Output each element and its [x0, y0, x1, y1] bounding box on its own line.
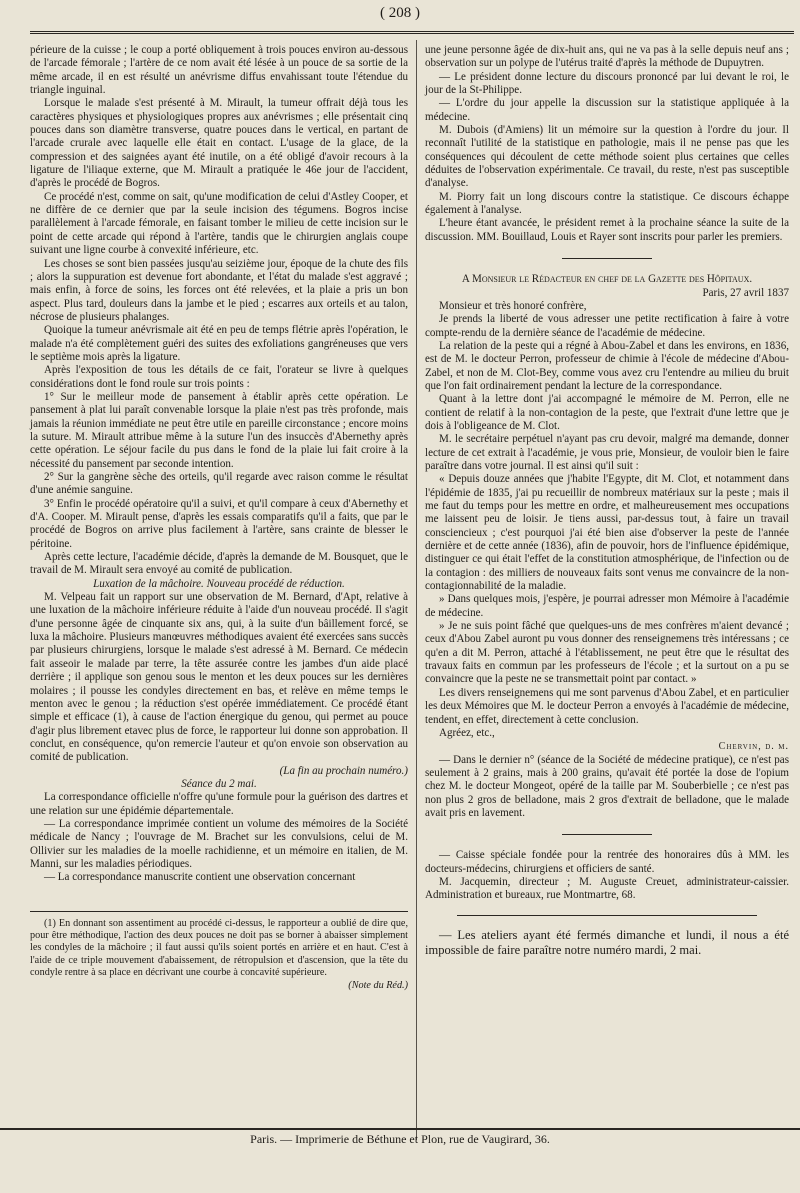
- footnote-signature: (Note du Réd.): [348, 979, 408, 991]
- column-divider: [416, 40, 417, 1140]
- footnote-text: (1) En donnant son assentiment au procédé ci-dessus, le rapporteur a oublié de dire que, pour être méthodique, l'action des deux pouces ne doit pas se borner à abaisser simplement les condyles de la mâchoire ; il faut aussi qu'ils soient portés en arrière et en haut. C'est à l'aide de ce triple mouvement d'abaissement, de rétropulsion et d'ascension, que la tête du condyle rentre à sa place en décrivant une courbe à concavité supérieure.: [30, 917, 408, 979]
- paragraph: 1° Sur le meilleur mode de pansement à établir après cette opération. Le pansement à plat lui paraît convenable lorsque la plaie n'est pas très profonde, mais jamais la réunion immédiate ne peut être utile en pareille circonstance ; encore moins la suture. M. Mirault attribue même à la suture l'un des insuccès d'Abernethy après cette opération. Le séjour facile du pus dans le fond de la plaie lui fait croire à la nécessité du pansement par seconde intention.: [30, 390, 408, 470]
- page-number: ( 208 ): [380, 5, 420, 21]
- left-column: [30, 44, 408, 992]
- paragraph: Les divers renseignemens qui me sont parvenus d'Abou Zabel, et en particulier les deux Mémoires que M. le docteur Perron a envoyés à l'académie de médecine, tendent, en effet, directement à cette conclusion.: [425, 686, 789, 726]
- paragraph: — Dans le dernier n° (séance de la Société de médecine pratique), ce n'est pas seulement à 2 grains, mais à 200 grains, qu'avait été portée la dose de l'opium chez M. le docteur Mongeot, opéré de la taille par M. Souberbielle ; ce n'est pas non plus 2 gros de belladone, mais 2 gros d'extrait de belladone, que le malade avait pris en lavement.: [425, 753, 789, 819]
- section-heading: Séance du 2 mai.: [181, 777, 257, 790]
- paragraph: M. Jacquemin, directeur ; M. Auguste Creuet, administrateur-caissier. Administration et bureaux, rue Montmartre, 68.: [425, 875, 789, 902]
- paragraph: L'heure étant avancée, le président remet à la prochaine séance la suite de la discussion. MM. Bouillaud, Louis et Rayer sont inscrits pour parler les premiers.: [425, 217, 789, 243]
- printer-imprint: Paris. — Imprimerie de Béthune et Plon, rue de Vaugirard, 36.: [0, 1128, 800, 1147]
- paragraph: Quant à la lettre dont j'ai accompagné le mémoire de M. Perron, elle ne contient de relatif à la non-contagion de la peste, que l'extrait d'une lettre que je dois à l'obligeance de M. Clot.: [425, 393, 789, 432]
- continuation-note: (La fin au prochain numéro.): [279, 764, 408, 777]
- paragraph: Quoique la tumeur anévrismale ait été en peu de temps flétrie après l'opération, le malade n'a été complètement guéri des suites des exfoliations gangréneuses que vers le septième mois après la ligature.: [30, 324, 408, 363]
- paragraph: — Le président donne lecture du discours prononcé par lui devant le roi, le jour de la St-Philippe.: [425, 70, 789, 97]
- section-separator: [562, 834, 652, 835]
- paragraph: 2° Sur la gangrène sèche des orteils, qu'il regarde avec raison comme le résultat d'une anémie sanguine.: [30, 471, 408, 497]
- paragraph: » Dans quelques mois, j'espère, je pourrai adresser mon Mémoire à l'académie de médecine.: [425, 593, 789, 619]
- paragraph: Je prends la liberté de vous adresser une petite rectification à faire à votre compte-rendu de la dernière séance de l'académie de médecine.: [425, 313, 789, 339]
- footnote: [30, 911, 408, 992]
- paragraph: Agréez, etc.,: [439, 726, 495, 739]
- paragraph: Après l'exposition de tous les détails de ce fait, l'orateur se livre à quelques considérations dont le fond roule sur trois points :: [30, 364, 408, 390]
- paragraph: La relation de la peste qui a régné à Abou-Zabel et dans les environs, en 1836, est de M. le docteur Perron, professeur de chimie à l'école de médecine d'Abou-Zabel, et non de M. Clot-Bey, comme vous avez cru l'entendre au milieu du bruit que l'on fait ordinairement pendant la lecture de la correspondance.: [425, 339, 789, 392]
- paragraph: M. le secrétaire perpétuel n'ayant pas cru devoir, malgré ma demande, donner lecture de cet extrait à l'académie, je vous prie, Monsieur, de vouloir bien le faire paraître dans votre journal. Il est ainsi qu'il suit :: [425, 433, 789, 472]
- letter-heading: A Monsieur le Rédacteur en chef de la Gazette des Hôpitaux.: [461, 273, 753, 286]
- section-separator: [562, 258, 652, 259]
- section-separator: [457, 915, 757, 916]
- top-rule: [30, 31, 794, 34]
- paragraph: Les choses se sont bien passées jusqu'au seizième jour, époque de la chute des fils ; alors la suppuration est devenue fort abondante, et l'état du malade s'est aggravé ; mais enfin, à force de soins, les forces ont été relevées, et la plaie a pris un bon aspect. Plus tard, douleurs dans la jambe et le pied ; escarres aux orteils et au talon, nécrose de plusieurs phalanges.: [30, 257, 408, 323]
- paragraph: Après cette lecture, l'académie décide, d'après la demande de M. Bousquet, que le travail de M. Mirault sera envoyé au comité de publication.: [30, 551, 408, 577]
- letter-date: Paris, 27 avril 1837: [702, 286, 789, 299]
- letter-salutation: Monsieur et très honoré confrère,: [439, 299, 587, 312]
- paragraph: — La correspondance manuscrite contient une observation concernant: [44, 871, 356, 884]
- paragraph: « Depuis douze années que j'habite l'Egypte, dit M. Clot, et notamment dans l'épidémie de 1835, j'ai pu recueillir de nombreux matériaux sur la peste ; mais il me faut du temps pour les mettre en ordre, et malheureusement mes occupations me laissent peu de loisir. Je tiens aussi, par-dessus tout, à faire un travail consciencieux ; c'est pourquoi j'ai été bien aise d'observer la peste de l'année dernière et de cette année (1836), afin de pouvoir, hors de l'influence épidémique, distinguer ce qui était l'effet de la constitution atmosphérique, de l'infection ou de la contagion : des milliers de nouveaux faits sont venus me convaincre de la non-contagionnabilité de la maladie.: [425, 473, 789, 593]
- paragraph: — L'ordre du jour appelle la discussion sur la statistique appliquée à la médecine.: [425, 97, 789, 123]
- paragraph: M. Piorry fait un long discours contre la statistique. Ce discours échappe également à l'analyse.: [425, 190, 789, 217]
- paragraph: périeure de la cuisse ; le coup a porté obliquement à trois pouces environ au-dessous de l'arcade fémorale ; l'artère de ce nom avait été lésée à un pouce de sa sortie de la même arcade, il en est résulté un anévrisme diffus envahissant toute l'étendue du triangle inguinal.: [30, 44, 408, 97]
- paragraph: » Je ne suis point fâché que quelques-uns de mes confrères m'aient devancé ; ceux d'Abou Zabel auront pu vous donner des renseignemens très intéressans ; ce qu'en a dit M. Perron, attaché à l'établissement, ne peut être que le résultat des travaux faits en commun par les professeurs de l'école ; et la surtout on a pu se convaincre que la peste ne se transmettait point par contact. »: [425, 620, 789, 686]
- right-column: [425, 44, 789, 958]
- section-heading: Luxation de la mâchoire. Nouveau procédé de réduction.: [93, 577, 345, 590]
- paragraph: M. Dubois (d'Amiens) lit un mémoire sur la question à l'ordre du jour. Il reconnaît l'utilité de la statistique en pathologie, mais il ne pense pas que les conséquences qui découlent de cette méthode soient plus certaines que celles déduites de l'observation expérimentale. Ce travail, du reste, n'est pas susceptible d'analyse.: [425, 124, 789, 190]
- paragraph: La correspondance officielle n'offre qu'une formule pour la guérison des dartres et une relation sur une épidémie départementale.: [30, 791, 408, 817]
- paragraph: — La correspondance imprimée contient un volume des mémoires de la Société médicale de Nancy ; l'ouvrage de M. Brachet sur les convulsions, celui de M. Ollivier sur les maladies de la moelle rachidienne, et un mémoire en italien, de M. Manni, sur les maladies périodiques.: [30, 817, 408, 870]
- letter-signature: Chervin, d. m.: [718, 741, 789, 753]
- paragraph: M. Velpeau fait un rapport sur une observation de M. Bernard, d'Apt, relative à une luxation de la mâchoire inférieure réduite à l'aide d'un nouveau procédé. Il s'agit d'une personne âgée de cinquante six ans, qui, à la suite d'un bâillement forcé, se luxa la mâchoire. Plusieurs manœuvres méthodiques avaient été exercées sans succès par plusieurs chirurgiens, lorsque le malade s'est adressé à M. Bernard. Ce médecin fait asseoir le malade par terre, la tête assurée contre les jambes d'un aide placé derrière ; il applique son genou sous le menton et les deux pouces sur les dernières molaires ; il pousse les condyles directement en bas, et relève en même temps le menton avec le genou ; la réduction s'est opérée immédiatement. Ce procédé étant simple et efficace (1), à cause de l'action énergique du genou, qui permet au pouce d'agir plus librement etavec plus de force, le rapporteur lui donne son approbation. Il conclut, en conséquence, qu'on remercie l'auteur et qu'on envoie son observation au comité de publication.: [30, 591, 408, 764]
- paragraph: une jeune personne âgée de dix-huit ans, qui ne va pas à la selle depuis neuf ans ; observation sur un polype de l'utérus traité d'après la méthode de Dupuytren.: [425, 44, 789, 70]
- paragraph: — Les ateliers ayant été fermés dimanche et lundi, il nous a été impossible de faire paraître notre numéro mardi, 2 mai.: [425, 927, 789, 957]
- paragraph: 3° Enfin le procédé opératoire qu'il a suivi, et qu'il compare à ceux d'Abernethy et d'A. Cooper. M. Mirault pense, d'après les essais comparatifs qu'il a faits, que par le procédé de Bogros on arrive plus facilement à l'artère, sans crainte de blesser le péritoine.: [30, 497, 408, 550]
- paragraph: Ce procédé n'est, comme on sait, qu'une modification de celui d'Astley Cooper, et ne diffère de ce dernier que par la seule incision des tégumens. Bogros incise parallèlement à l'arcade fémorale, en faisant tomber le milieu de cette incision sur le point de cette arcade qui répond à l'artère, tandis que le chirurgien anglais coupe suivant une ligne courbe à convexité inférieure, etc.: [30, 190, 408, 257]
- paragraph: Lorsque le malade s'est présenté à M. Mirault, la tumeur offrait déjà tous les caractères physiques et physiologiques propres aux anévrismes ; elle présentait cinq pouces dans son diamètre transverse, quatre pouces dans le vertical, en partant de l'arcade crurale avec laquelle elle était en contact. L'usage de la glace, de la compression et des saignées ayant été inutile, on a été obligé d'avoir recours à la ligature de l'iliaque externe, que M. Mirault a pratiquée le 46e jour de l'accident, d'après le procédé de Bogros.: [30, 97, 408, 190]
- paragraph: — Caisse spéciale fondée pour la rentrée des honoraires dûs à MM. les docteurs-médecins, chirurgiens et officiers de santé.: [425, 849, 789, 875]
